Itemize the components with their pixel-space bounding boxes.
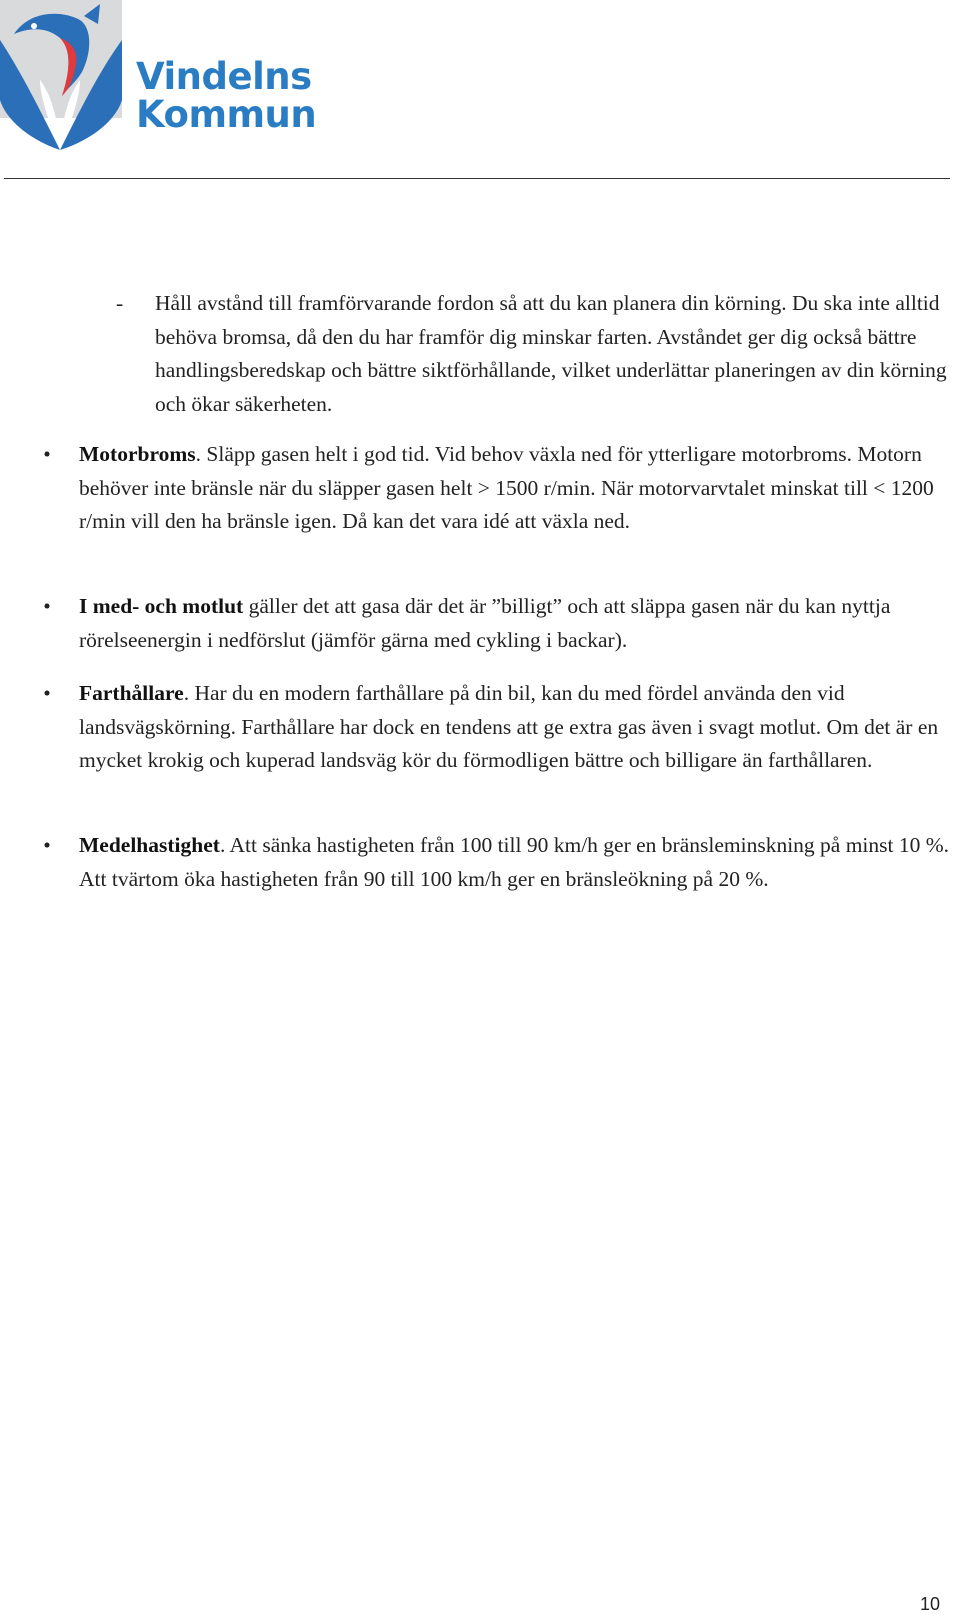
bullet-text: . Har du en modern farthållare på din bil, kan du med fördel använda den vid landsvägskörning. Farthållare har dock en tendens att ge extra gas även i svagt motlut. Om det är en mycket krokig och kuperad landsväg kör du förmodligen bättre och billigare än farthållaren. [79,681,939,772]
bullet-text: gäller det att gasa där det är ”billigt” och att släppa gasen när du kan nyttja rörelseenergin i nedförslut (jämför gärna med cykling i backar). [79,594,891,652]
dash-paragraph: Håll avstånd till framförvarande fordon så att du kan planera din körning. Du ska inte alltid behöva bromsa, då den du har framför dig minskar farten. Avståndet ger dig också bättre handlingsberedskap och bättre siktförhållande, vilket underlättar planeringen av din körning och ökar säkerheten. [155,291,947,416]
logo-text [136,55,317,136]
fish-shield-icon [0,0,122,152]
bullet-paragraph-medelhastighet [79,829,959,896]
bullet-marker: • [43,833,51,857]
bullet-paragraph-motorbroms [79,438,959,539]
bullet-term: Farthållare [79,681,184,705]
logo-line-1: Vindelns [136,55,312,98]
bullet-paragraph-med-och-motlut [79,590,959,657]
bullet-marker: • [43,681,51,705]
page-number: 10 [919,1594,940,1614]
bullet-marker: • [43,594,51,618]
bullet-term: Medelhastighet [79,833,220,857]
bullet-term: I med- och motlut [79,594,244,618]
header-divider [4,178,950,179]
bullet-marker: • [43,442,51,466]
vindeln-logo [0,0,330,160]
bullet-paragraph-farthallare [79,677,959,778]
bullet-term: Motorbroms [79,442,196,466]
logo-line-2: Kommun [136,93,317,136]
bullet-text: . Att sänka hastigheten från 100 till 90 km/h ger en bränsleminskning på minst 10 %. Att tvärtom öka hastigheten från 90 till 100 km/h ger en bränsleökning på 20 %. [79,833,950,891]
bullet-text: . Släpp gasen helt i god tid. Vid behov växla ned för ytterligare motorbroms. Motorn behöver inte bränsle när du släpper gasen helt > 1500 r/min. När motorvarvtalet minskat till < 1200 r/min vill den ha bränsle igen. Då kan det vara idé att växla ned. [79,442,934,533]
dash-marker: - [116,291,124,315]
